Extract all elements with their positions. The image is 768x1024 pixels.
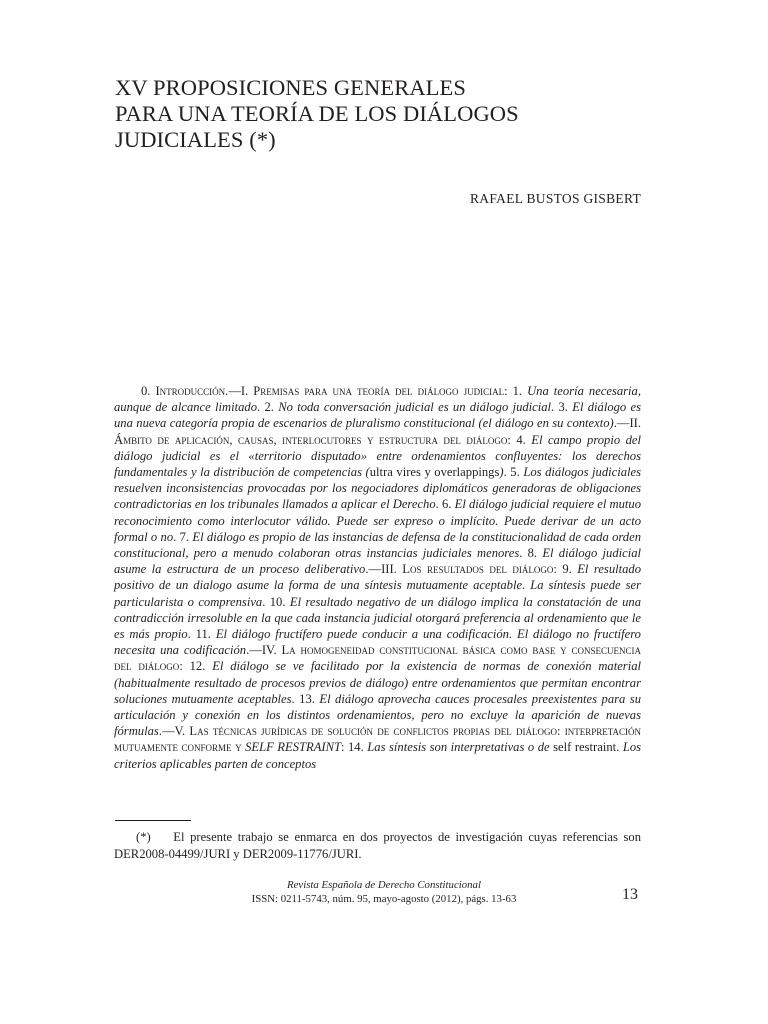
summary-segment: El diálogo judicial requiere el mutuo reconocimiento como interlocutor válido. Puede ser expreso o implícito. Puede derivar de un acto formal o no: [114, 497, 642, 544]
summary-segment: El diálogo es propio de las instancias de defensa de la constitucionalidad de cada orden constitucional, pero a menudo colaboran otras instancias judiciales menores: [114, 529, 641, 561]
summary-segment: . 7.: [173, 529, 193, 544]
article-summary: [114, 383, 641, 772]
summary-segment: . 5.: [503, 465, 524, 480]
summary-segment: : 4.: [507, 432, 532, 447]
summary-segment: El diálogo judicial asume la estructura de un proceso deliberativo: [114, 546, 642, 577]
author-name: RAFAEL BUSTOS GISBERT: [469, 191, 641, 206]
footnote-text: El presente trabajo se enmarca en dos proyectos de investigación cuyas referencias son: [173, 830, 642, 844]
journal-issue: ISSN: 0211-5743, núm. 95, mayo-agosto (2012), págs. 13-63: [251, 893, 517, 905]
summary-segment: .—V.: [158, 724, 190, 739]
summary-segment: SELF RESTRAINT: [245, 740, 341, 755]
summary-segment: Premisas para una teoría del diálogo judicial: [253, 384, 505, 398]
footnote: [114, 829, 641, 863]
summary-segment: : 1.: [504, 384, 528, 398]
summary-segment: El diálogo aprovecha cauces procesales preexistentes para su articulación y conexión en los distintos ordenamientos, pero no excluye la aparición de nuevas fórmulas: [114, 691, 641, 739]
summary-segment: 0.: [141, 384, 156, 398]
title-line: JUDICIALES (*): [115, 127, 276, 152]
summary-segment: ultra vires y overlappings: [369, 465, 500, 480]
summary-segment: . 2.: [257, 400, 279, 415]
summary-segment: self restraint: [553, 740, 617, 755]
summary-segment: El resultado negativo de un diálogo implica la constatación de una contradicción irresoluble en la que cada instancia judicial otorgará preferencia al ordenamiento que le es más propio: [114, 594, 641, 642]
summary-segment: ): [499, 465, 504, 480]
journal-name: Revista Española de Derecho Constitucional: [287, 879, 481, 891]
summary-segment: . 8.: [519, 546, 543, 561]
summary-segment: .—II.: [613, 416, 641, 431]
summary-segment: Los resultados del diálogo: [402, 562, 554, 577]
summary-segment: : 12.: [179, 659, 213, 674]
summary-segment: El campo propio del diálogo judicial es el «territorio disputado» entre ordenamientos confluyentes: los derechos fundamentales y la distribución de competencias (: [114, 432, 641, 480]
summary-segment: Las síntesis son interpretativas o de: [367, 740, 554, 755]
footnote-line-1: [114, 829, 641, 846]
article-title: [115, 75, 675, 153]
summary-segment: El diálogo es una nueva categoría propia de escenarios de pluralismo constitucional (el diálogo en su contexto): [114, 400, 642, 431]
summary-segment: Una teoría necesaria, aunque de alcance limitado: [114, 384, 641, 415]
title-line: PARA UNA TEORÍA DE LOS DIÁLOGOS: [115, 101, 519, 126]
summary-segment: No toda conversación judicial es un diálogo judicial: [278, 400, 552, 415]
summary-segment: .—IV.: [246, 643, 282, 658]
title-line: XV PROPOSICIONES GENERALES: [115, 75, 466, 100]
summary-segment: . 3.: [551, 400, 573, 415]
summary-segment: El diálogo se ve facilitado por la existencia de normas de conexión material (habitualmente resultado de procesos previos de diálogo) entre ordenamientos que permitan encontrar soluciones mutuamente aceptables: [114, 659, 641, 706]
summary-segment: . 11.: [187, 627, 216, 642]
footnote-line-2: DER2008-04499/JURI y DER2009-11776/JURI.: [114, 847, 362, 861]
summary-segment: Introducción: [155, 384, 226, 398]
summary-segment: .—I.: [225, 384, 254, 398]
summary-segment: : 14.: [340, 740, 368, 755]
summary-paragraph: [114, 383, 641, 772]
footnote-marker: (*): [136, 830, 151, 844]
summary-segment: .—III.: [365, 562, 403, 577]
summary-segment: Los diálogos judiciales resuelven inconsistencias provocadas por los negociadores diplomáticos generadoras de obligaciones contradictorias en los tribunales llamados a aplicar el Derecho: [114, 465, 642, 512]
summary-segment: . 10.: [262, 594, 290, 609]
summary-segment: El diálogo fructífero puede conducir a una codificación. El diálogo no fructífero necesita una codificación: [114, 627, 641, 658]
summary-segment: Ámbito de aplicación, causas, interlocutores y estructura del diálogo: [114, 432, 508, 447]
summary-segment: .: [616, 740, 623, 755]
summary-segment: . 13.: [291, 691, 320, 706]
summary-segment: La homogeneidad constitucional básica como base y consecuencia del diálogo: [114, 643, 641, 674]
footnote-separator: [115, 820, 191, 821]
page-number: 13: [622, 886, 638, 903]
summary-segment: Las técnicas jurídicas de solución de conflictos propias del diálogo: interpretación mutuamente conforme y: [114, 724, 641, 755]
summary-segment: El resultado positivo de un dialogo asume la forma de una síntesis mutuamente aceptable. La síntesis puede ser particularista o comprensiva: [114, 562, 642, 609]
summary-segment: : 9.: [553, 562, 578, 577]
journal-info: [0, 878, 768, 906]
summary-segment: . 6.: [435, 497, 455, 512]
summary-segment: Los criterios aplicables parten de conceptos: [114, 740, 642, 771]
